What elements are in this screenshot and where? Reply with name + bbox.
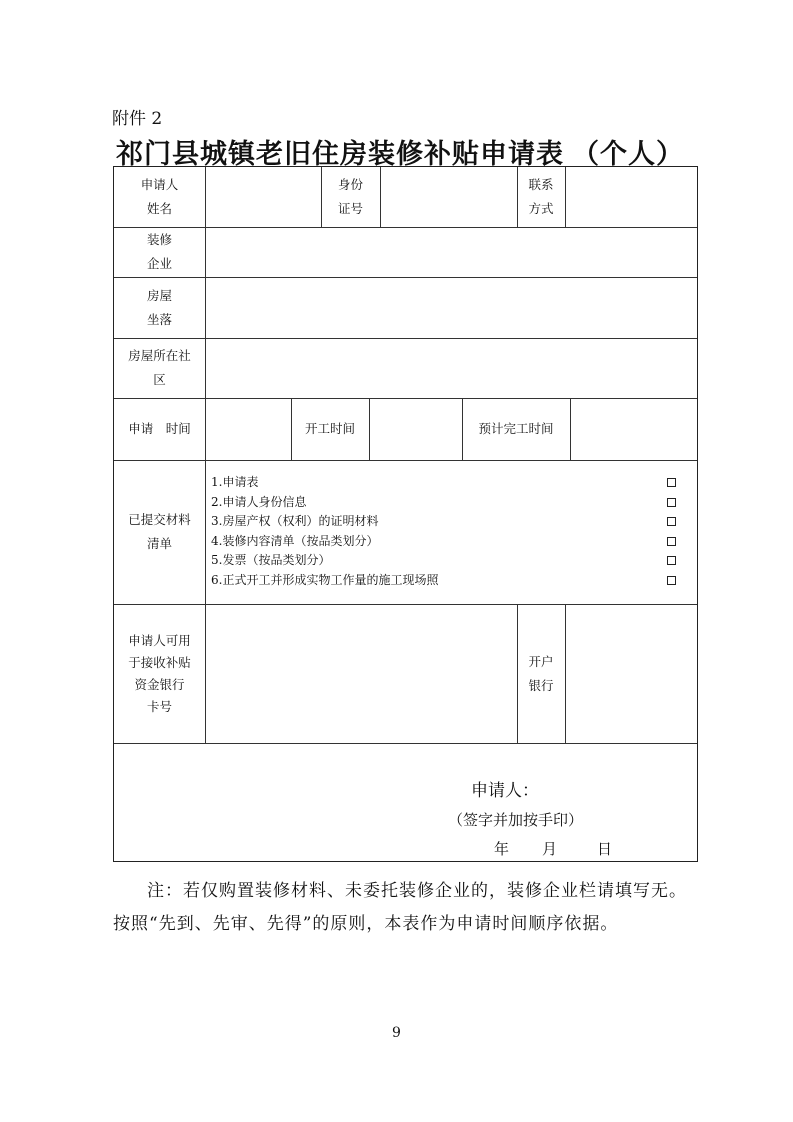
- id-number-label: 身份 证号: [337, 177, 363, 216]
- date-day: 日: [597, 840, 613, 858]
- checkbox[interactable]: [667, 576, 676, 585]
- finish-time-label: 预计完工时间: [478, 421, 554, 436]
- apply-time-field[interactable]: [206, 399, 291, 460]
- page-number: 9: [392, 1025, 401, 1041]
- materials-label: 已提交材料 清单: [128, 512, 191, 551]
- community-field[interactable]: [206, 339, 697, 398]
- community-label: 房屋所在社 区: [128, 348, 191, 387]
- apply-time-label: 申请 时间: [128, 421, 191, 436]
- form-title-main: 祁门县城镇老旧住房装修补贴申请表: [116, 139, 564, 170]
- applicant-name-field[interactable]: [206, 167, 321, 227]
- applicant-name-label: 申请人 姓名: [140, 177, 179, 216]
- material-item: 3.房屋产权（权利）的证明材料: [211, 512, 591, 532]
- id-number-field[interactable]: [381, 167, 517, 227]
- date-year: 年: [494, 840, 510, 858]
- application-form: [113, 166, 698, 862]
- checkbox[interactable]: [667, 556, 676, 565]
- sign-instruction: （签字并加按手印）: [448, 811, 584, 829]
- form-title-suffix: （个人）: [572, 139, 684, 170]
- signer-label: 申请人：: [471, 781, 539, 801]
- checkbox[interactable]: [667, 537, 676, 546]
- house-location-label: 房屋 坐落: [146, 287, 172, 327]
- checkbox[interactable]: [667, 498, 676, 507]
- attachment-label: 附件 2: [112, 109, 163, 129]
- row-divider: [114, 743, 697, 744]
- renovation-company-label: 装修 企业: [146, 232, 172, 271]
- bank-name-label: 开户 银行: [528, 653, 554, 693]
- finish-time-field[interactable]: [571, 399, 697, 460]
- date-month: 月: [542, 840, 558, 858]
- checkbox[interactable]: [667, 517, 676, 526]
- start-time-field[interactable]: [370, 399, 462, 460]
- material-item: 6.正式开工并形成实物工作量的施工现场照: [211, 571, 591, 591]
- house-location-field[interactable]: [206, 278, 697, 338]
- note-paragraph: 注：若仅购置装修材料、未委托装修企业的，装修企业栏请填写无。按照“先到、先审、先得”的原则，本表作为申请时间顺序依据。: [113, 881, 687, 934]
- bank-card-label: 申请人可用 于接收补贴 资金银行 卡号: [128, 632, 191, 714]
- bank-card-field[interactable]: [206, 605, 517, 743]
- bank-name-field[interactable]: [566, 605, 697, 743]
- material-item: 4.装修内容清单（按品类划分）: [211, 532, 591, 552]
- start-time-label: 开工时间: [304, 421, 355, 436]
- checkbox[interactable]: [667, 478, 676, 487]
- renovation-company-field[interactable]: [206, 228, 697, 277]
- materials-list: [211, 473, 591, 590]
- contact-field[interactable]: [566, 167, 697, 227]
- material-item: 1.申请表: [211, 473, 591, 493]
- contact-label: 联系 方式: [528, 177, 554, 216]
- material-item: 2.申请人身份信息: [211, 493, 591, 513]
- material-item: 5.发票（按品类划分）: [211, 551, 591, 571]
